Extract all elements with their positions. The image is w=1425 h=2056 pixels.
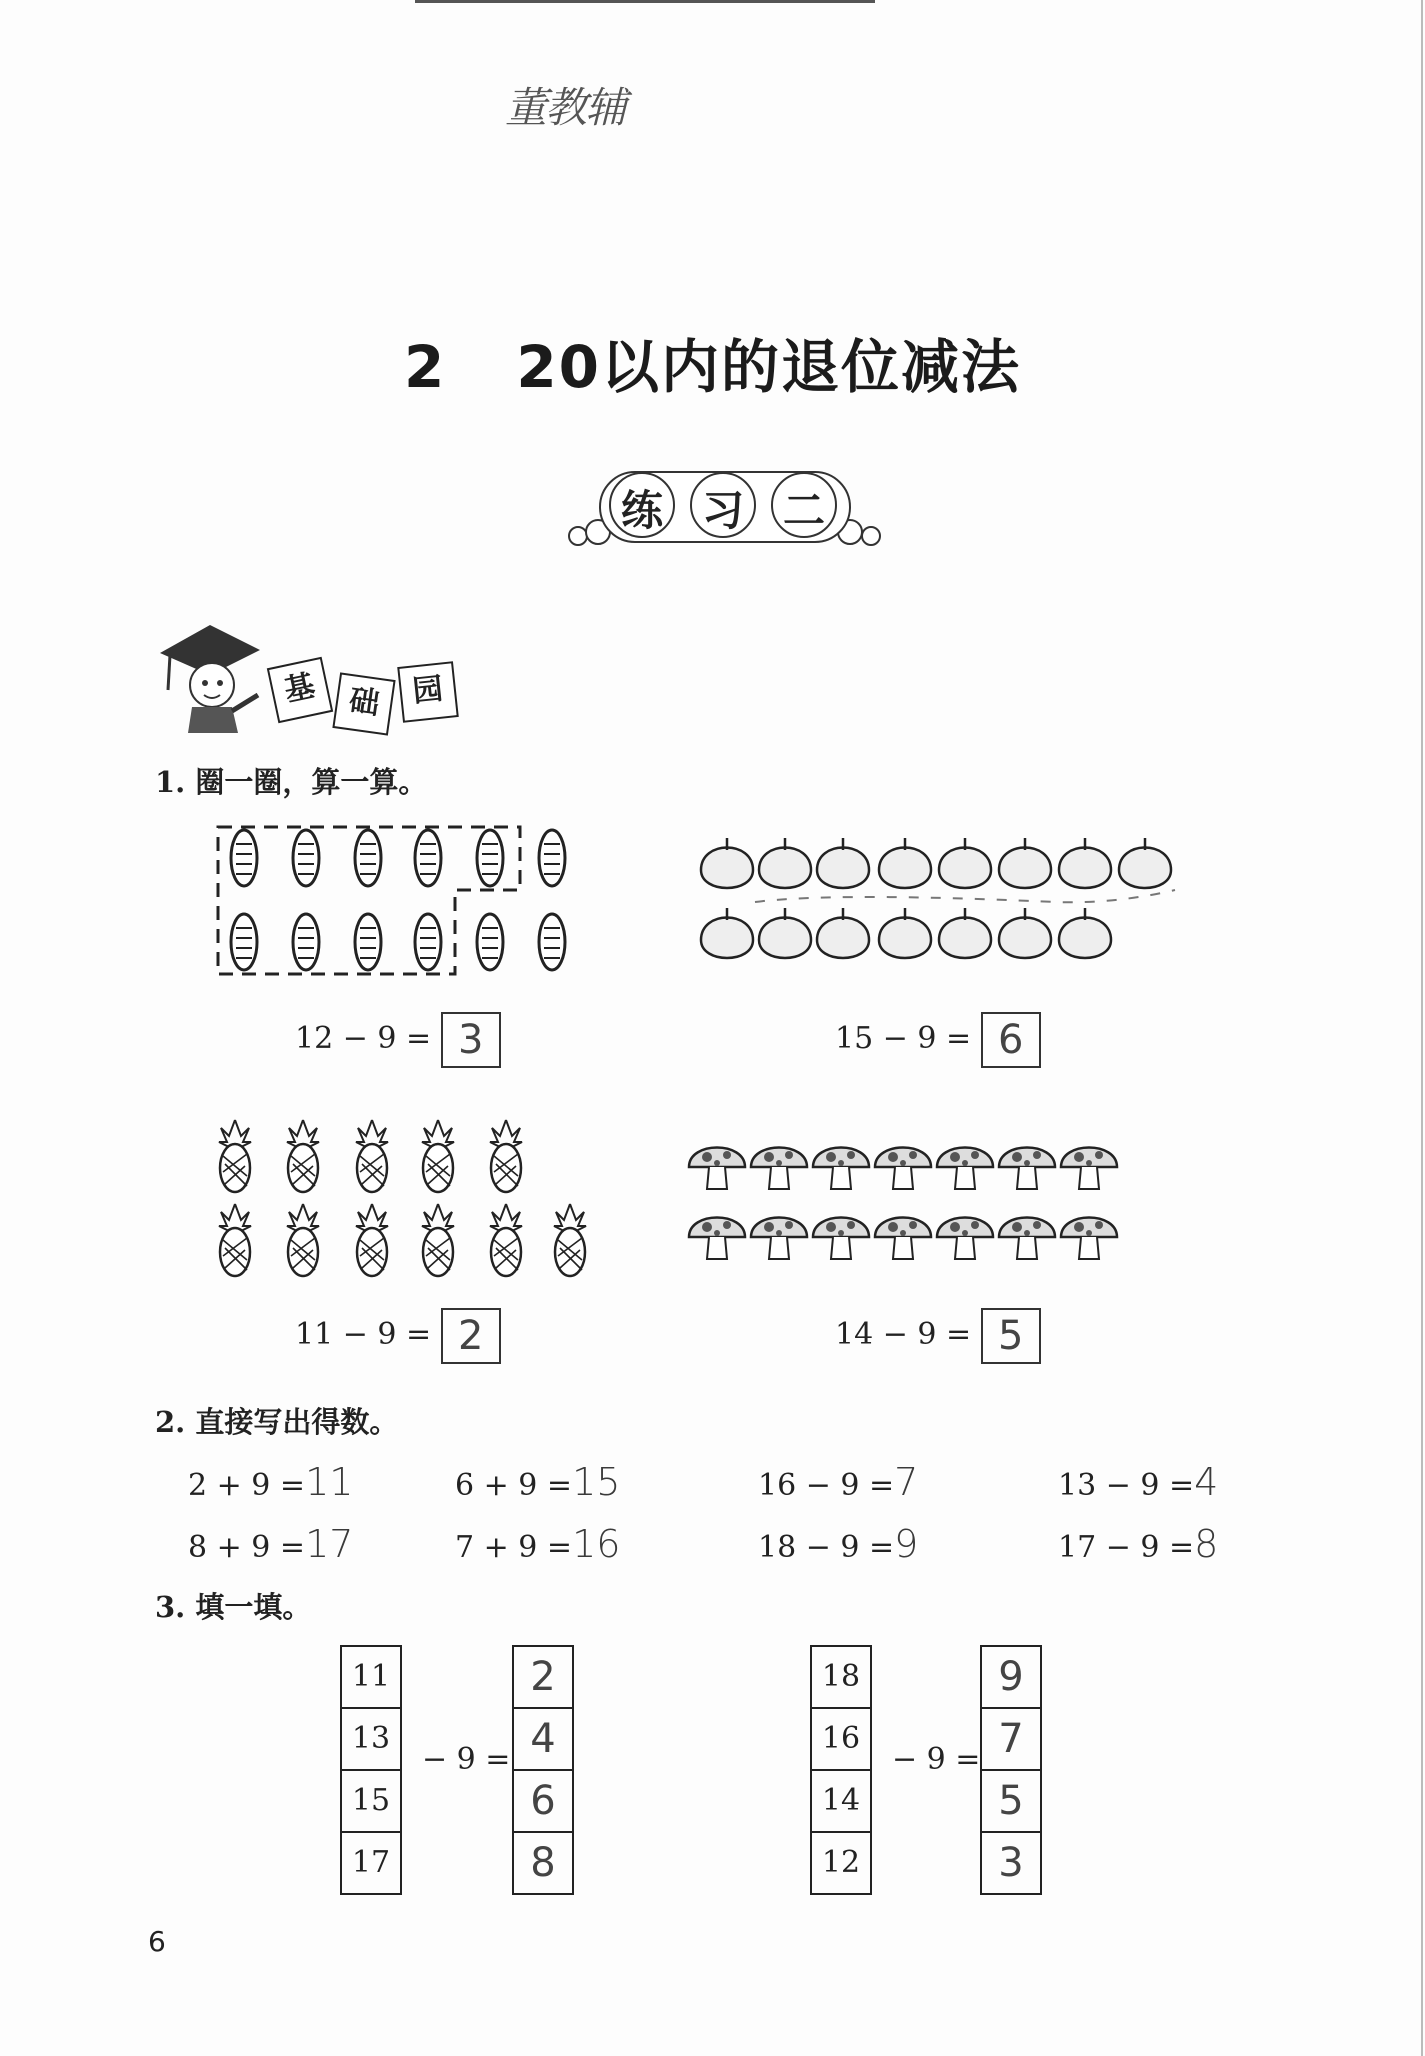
answer-cell[interactable]: 9 [982, 1647, 1040, 1709]
answer-box[interactable]: 6 [981, 1012, 1041, 1068]
question-number: 3. [155, 1590, 186, 1624]
answer-box[interactable]: 2 [441, 1308, 501, 1364]
exercise-char: 习 [701, 486, 744, 535]
exercise-char: 二 [782, 486, 825, 535]
student-mascot-icon [150, 605, 270, 739]
q2-item [188, 1460, 353, 1504]
question-text: 直接写出得数。 [195, 1405, 399, 1439]
handwritten-signature: 董教辅 [505, 83, 626, 132]
page-title [0, 320, 1425, 404]
equation-text: 14 − 9 = [835, 1317, 972, 1352]
equation-text: 16 − 9 = [758, 1468, 895, 1503]
input-cell: 12 [821, 1845, 861, 1880]
answer-cell[interactable]: 2 [514, 1647, 572, 1709]
input-cell: 11 [342, 1647, 400, 1709]
equation-text: 18 − 9 = [758, 1530, 895, 1565]
answer-cell[interactable]: 4 [514, 1709, 572, 1771]
operator-label: − 9 = [422, 1742, 511, 1777]
q1-equation [295, 1308, 501, 1364]
exercise-badge [560, 460, 890, 565]
q2-item [758, 1460, 918, 1504]
equation-text: 12 − 9 = [295, 1021, 432, 1056]
equation-text: 15 − 9 = [835, 1021, 972, 1056]
answer-cell[interactable]: 5 [982, 1771, 1040, 1833]
answer-box[interactable]: 3 [441, 1012, 501, 1068]
q1-equation [835, 1308, 1041, 1364]
handwritten-answer[interactable]: 8 [1194, 1522, 1219, 1566]
question-3 [155, 1585, 311, 1626]
input-cell: 18 [812, 1647, 870, 1709]
pineapple-group [210, 1112, 600, 1296]
q2-item [188, 1522, 353, 1566]
input-cell: 13 [342, 1709, 400, 1771]
peanut-group [210, 822, 590, 1006]
operator-label: − 9 = [892, 1742, 981, 1777]
handwritten-answer[interactable]: 11 [305, 1460, 354, 1504]
question-1 [155, 760, 427, 801]
input-cell: 15 [342, 1771, 400, 1833]
input-cell: 16 [812, 1709, 870, 1771]
answer-box[interactable]: 5 [981, 1308, 1041, 1364]
q2-item [1058, 1522, 1218, 1566]
margin-rule [1421, 0, 1423, 2056]
section-char: 基 [267, 657, 333, 723]
answer-column-left [512, 1645, 574, 1895]
handwritten-answer[interactable]: 4 [1194, 1460, 1219, 1504]
equation-text: 11 − 9 = [295, 1317, 432, 1352]
q1-equation [835, 1012, 1041, 1068]
equation-text: 2 + 9 = [188, 1468, 306, 1503]
q1-equation [295, 1012, 501, 1068]
input-cell: 14 [812, 1771, 870, 1833]
top-rule [415, 0, 875, 3]
mushroom-group [685, 1125, 1125, 1279]
question-text: 圈一圈，算一算。 [195, 765, 428, 799]
input-column-right [810, 1645, 872, 1895]
answer-cell[interactable]: 8 [530, 1840, 556, 1886]
apple-group [695, 832, 1185, 986]
input-cell: 17 [351, 1845, 391, 1880]
equation-text: 8 + 9 = [188, 1530, 306, 1565]
input-column-left [340, 1645, 402, 1895]
chapter-number: 2 [403, 333, 447, 401]
handwritten-answer[interactable]: 17 [305, 1522, 354, 1566]
equation-text: 13 − 9 = [1058, 1468, 1195, 1503]
equation-text: 6 + 9 = [455, 1468, 573, 1503]
page-number: 6 [148, 1925, 166, 1958]
q2-item [455, 1460, 620, 1504]
handwritten-answer[interactable]: 16 [572, 1522, 621, 1566]
answer-cell[interactable]: 6 [514, 1771, 572, 1833]
equation-text: 7 + 9 = [455, 1530, 573, 1565]
section-char: 础 [332, 672, 395, 735]
chapter-title: 20以内的退位减法 [516, 333, 1022, 401]
q2-item [758, 1522, 918, 1566]
handwritten-answer[interactable]: 9 [894, 1522, 919, 1566]
exercise-char: 练 [620, 486, 663, 535]
answer-column-right [980, 1645, 1042, 1895]
equation-text: 17 − 9 = [1058, 1530, 1195, 1565]
q2-item [455, 1522, 620, 1566]
handwritten-answer[interactable]: 7 [894, 1460, 919, 1504]
answer-cell[interactable]: 7 [982, 1709, 1040, 1771]
handwritten-answer[interactable]: 15 [572, 1460, 621, 1504]
question-number: 1. [155, 765, 186, 799]
question-number: 2. [155, 1405, 186, 1439]
question-2 [155, 1400, 398, 1441]
section-char: 园 [397, 661, 459, 723]
answer-cell[interactable]: 3 [998, 1840, 1024, 1886]
question-text: 填一填。 [195, 1590, 312, 1624]
q2-item [1058, 1460, 1218, 1504]
